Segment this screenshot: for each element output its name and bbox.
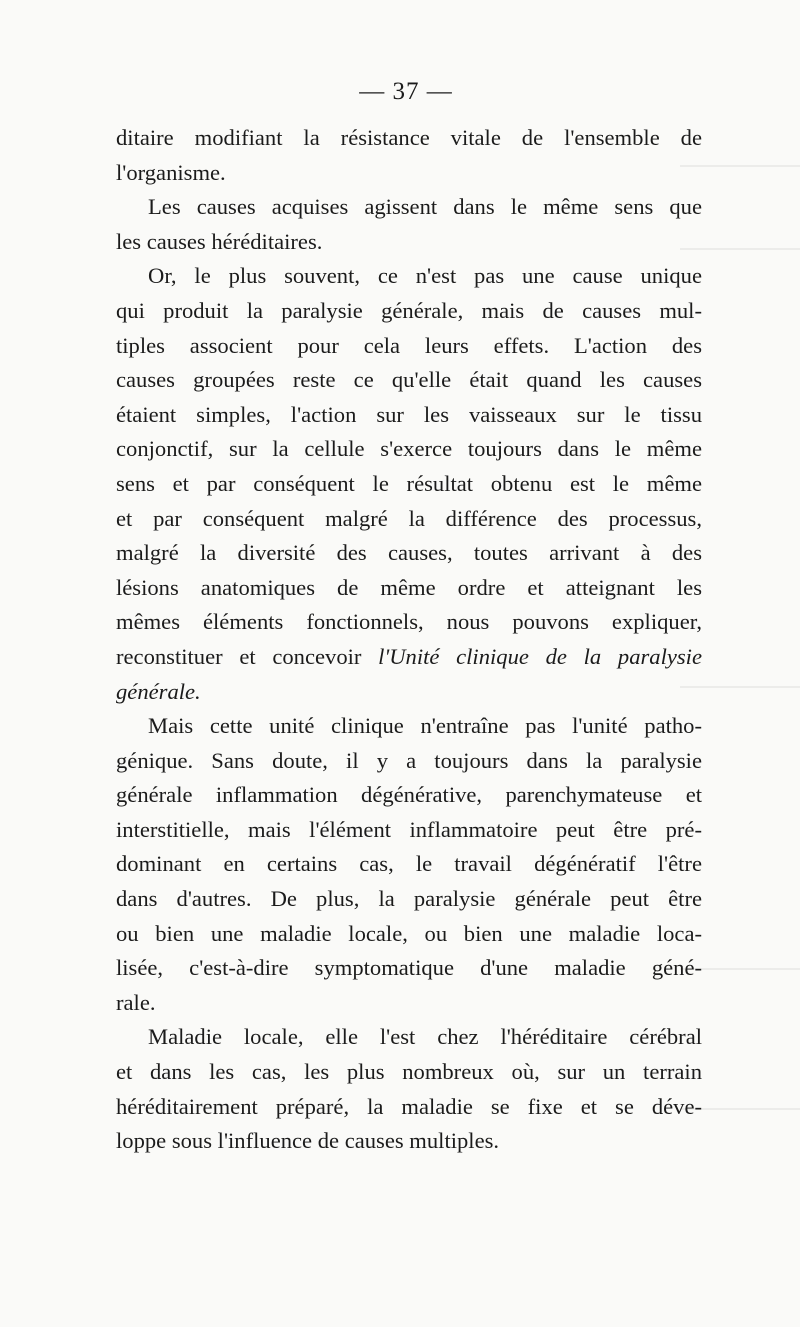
italic-emphasis: générale. [116, 678, 201, 704]
text-line [116, 640, 702, 675]
text-line: les causes héréditaires. [116, 228, 323, 254]
text-line: malgré la diversité des causes, toutes arrivant à des [116, 540, 702, 566]
text-line: lisée, c'est-à-dire symptomatique d'une maladie géné- [116, 955, 702, 981]
text-line: Maladie locale, elle l'est chez l'héréditaire cérébral [148, 1024, 702, 1050]
italic-emphasis: l'Unité clinique de la paralysie [378, 643, 702, 669]
text-line: Mais cette unité clinique n'entraîne pas l'unité patho- [148, 713, 702, 739]
paragraph [116, 259, 702, 709]
text-line: dominant en certains cas, le travail dégénératif l'être [116, 851, 702, 877]
text-line: et par conséquent malgré la différence des processus, [116, 505, 702, 531]
text-line: dans d'autres. De plus, la paralysie générale peut être [116, 886, 702, 912]
text-line: lésions anatomiques de même ordre et atteignant les [116, 574, 702, 600]
text-line: qui produit la paralysie générale, mais de causes mul- [116, 297, 702, 323]
body-text [116, 121, 702, 1159]
text-line: Or, le plus souvent, ce n'est pas une cause unique [148, 263, 702, 289]
text-line: rale. [116, 989, 156, 1015]
text-line: génique. Sans doute, il y a toujours dans la paralysie [116, 747, 702, 773]
paragraph [116, 121, 702, 190]
text-line: l'organisme. [116, 159, 226, 185]
text-line: ditaire modifiant la résistance vitale de l'ensemble de [116, 125, 702, 150]
text-line: causes groupées reste ce qu'elle était quand les causes [116, 367, 702, 393]
text-line: loppe sous l'influence de causes multiples. [116, 1128, 500, 1154]
text-line: sens et par conséquent le résultat obtenu est le même [116, 470, 702, 496]
text-line: ou bien une maladie locale, ou bien une maladie loca- [116, 920, 702, 946]
text-line: et dans les cas, les plus nombreux où, sur un terrain [116, 1059, 702, 1085]
text-run: reconstituer et concevoir [116, 643, 379, 669]
text-line: Les causes acquises agissent dans le même sens que [148, 194, 702, 220]
text-line: conjonctif, sur la cellule s'exerce toujours dans le même [116, 436, 702, 462]
paragraph [116, 1020, 702, 1158]
text-line: interstitielle, mais l'élément inflammatoire peut être pré- [116, 816, 702, 842]
text-line: tiples associent pour cela leurs effets. L'action des [116, 332, 702, 358]
page-number: — 37 — [359, 78, 453, 105]
text-line: générale inflammation dégénérative, parenchymateuse et [116, 782, 702, 808]
paragraph [116, 190, 702, 259]
text-line: mêmes éléments fonctionnels, nous pouvons expliquer, [116, 609, 702, 635]
text-line: héréditairement préparé, la maladie se fixe et se déve- [116, 1093, 702, 1119]
paragraph [116, 709, 702, 1020]
text-line: étaient simples, l'action sur les vaisseaux sur le tissu [116, 401, 702, 427]
